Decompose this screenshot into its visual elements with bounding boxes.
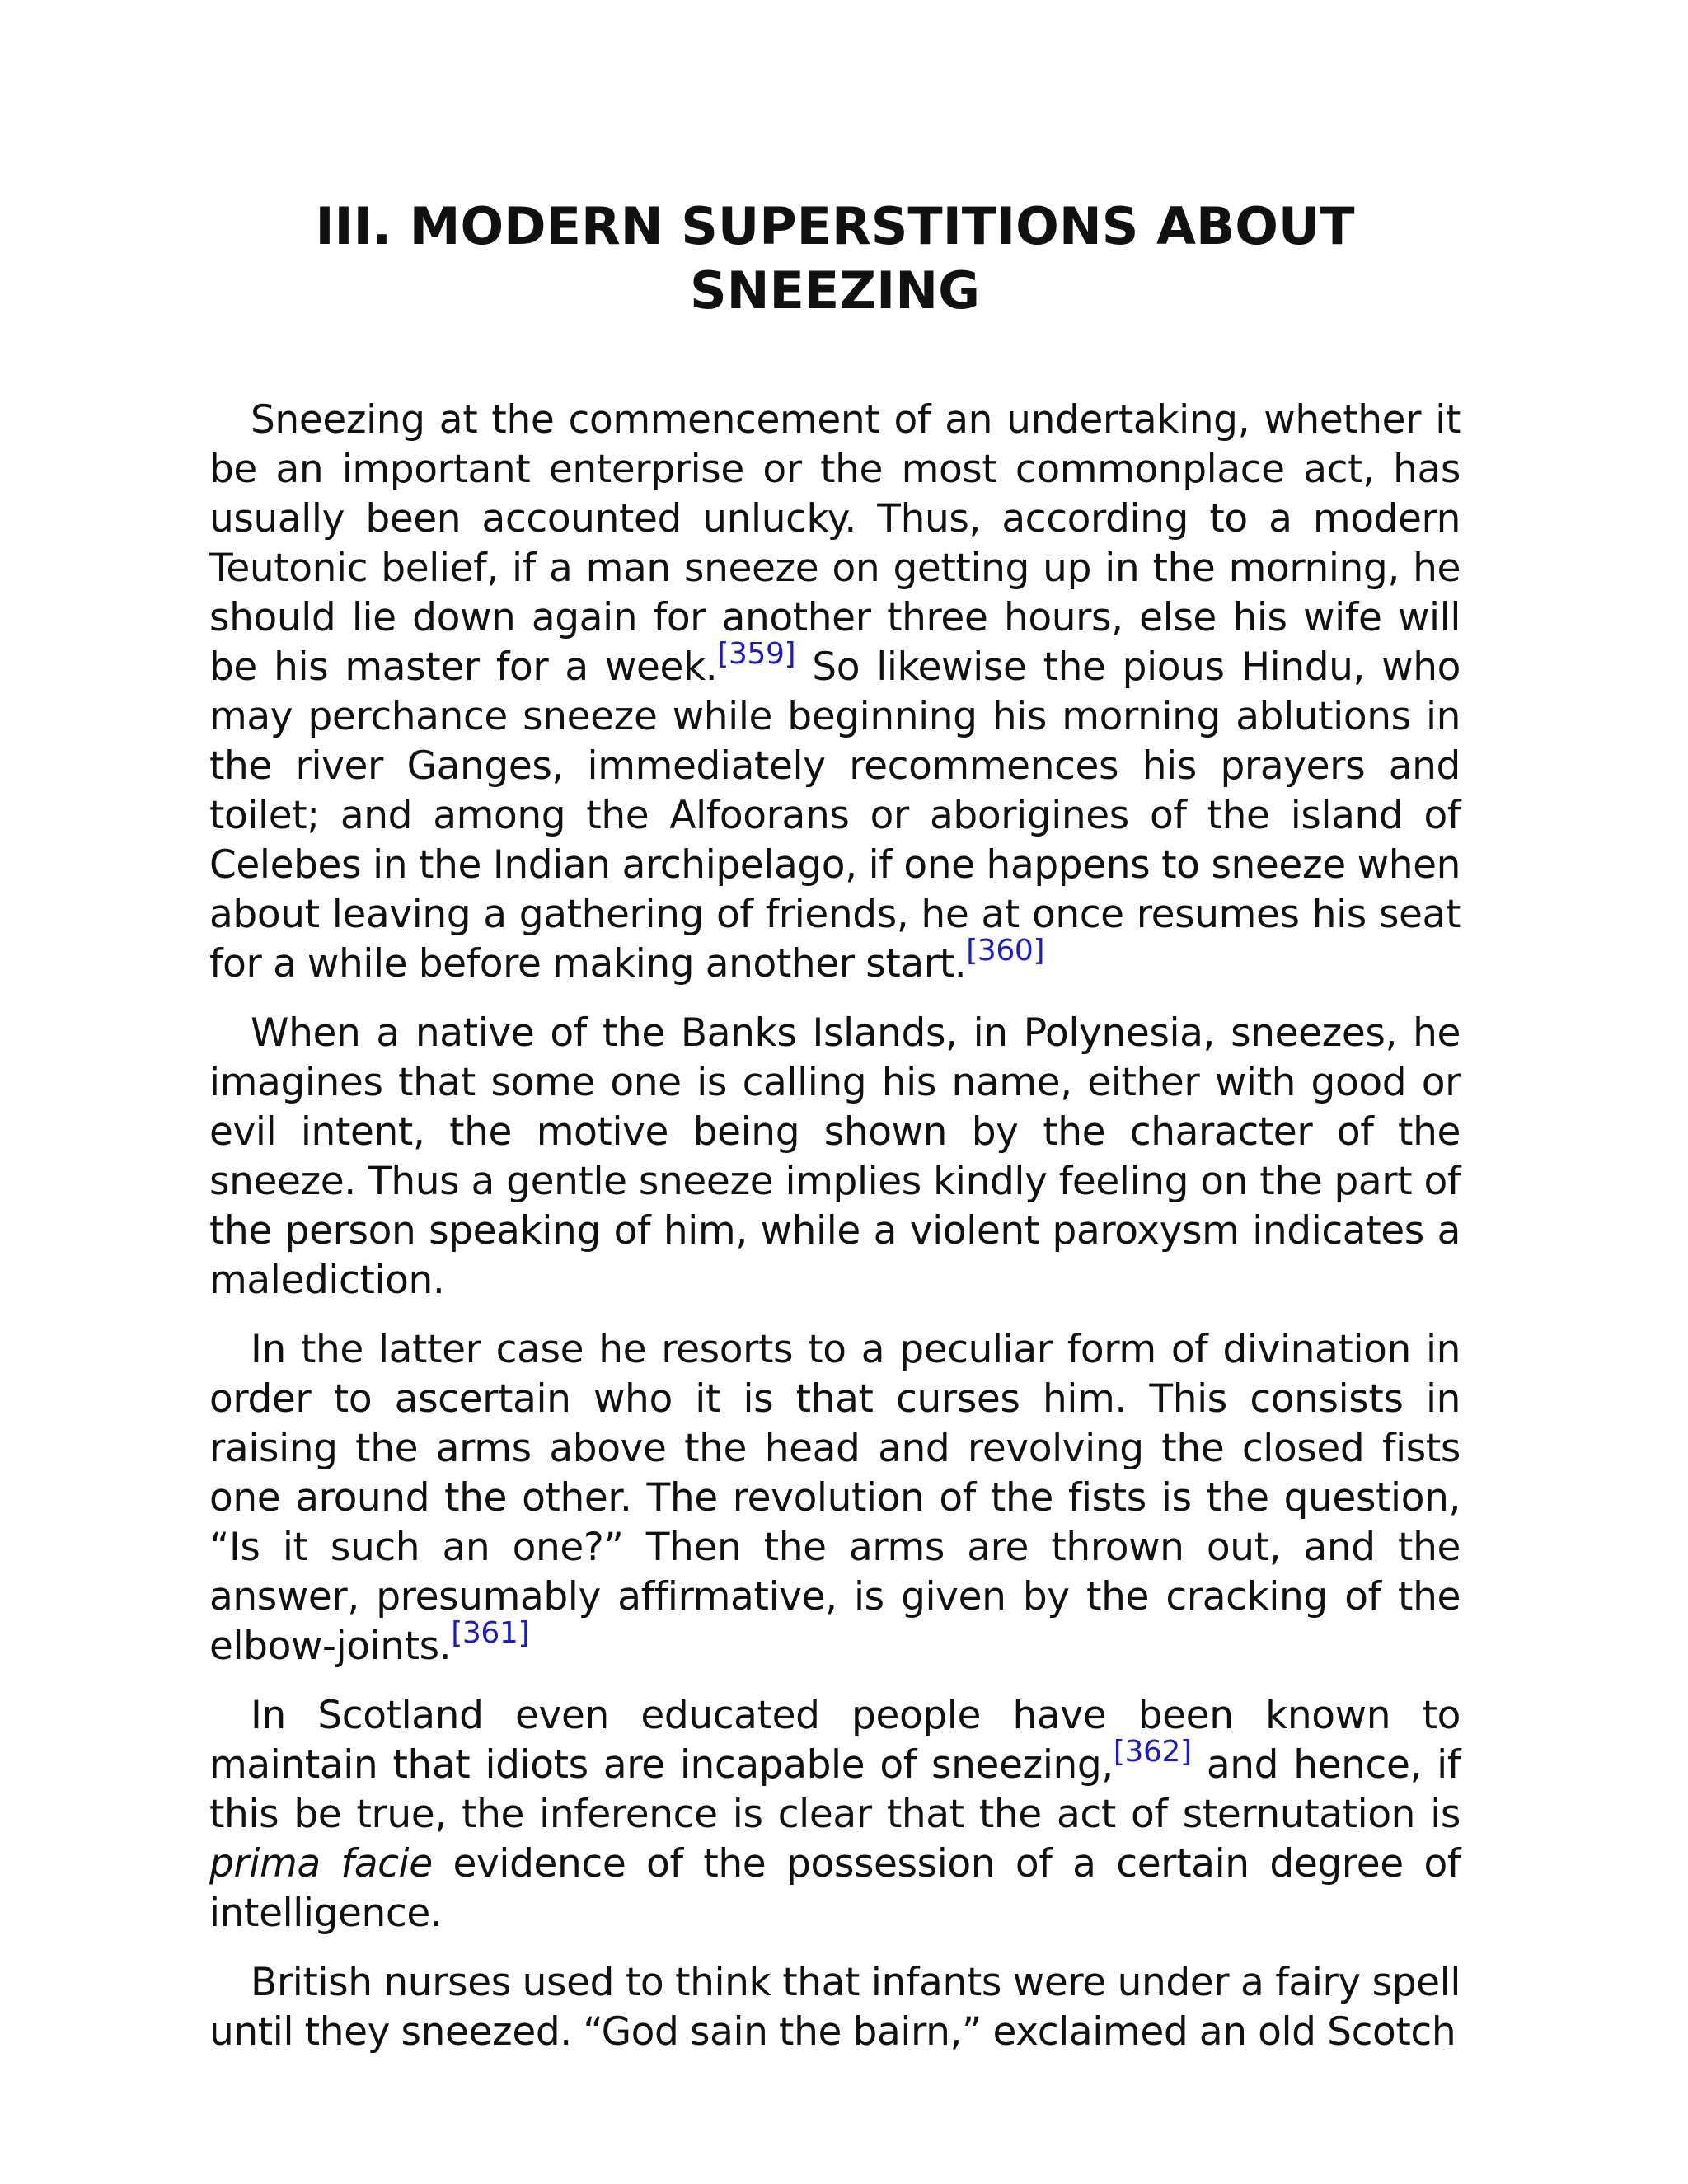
footnote-link[interactable]: [362] <box>1113 1735 1192 1769</box>
paragraph <box>209 1009 1461 1305</box>
paragraph-text: When a native of the Banks Islands, in Polynesia, sneezes, he imagines that some one is calling his name, either with good or evil intent, the motive being shown by the character of the sneeze. Thus a gentle sneeze implies kindly feeling on the part of the person speaking of him, while a violent paroxysm indicates a malediction. <box>209 1010 1461 1303</box>
paragraph <box>209 1691 1461 1938</box>
paragraph-text: So likewise the pious Hindu, who may perchance sneeze while beginning his morning ablutions in the river Ganges, immediately recommences his prayers and toilet; and among the Alfoorans or aborigines of the island of Celebes in the Indian archipelago, if one happens to sneeze when about leaving a gathering of friends, he at once resumes his seat for a while before making another start. <box>209 644 1461 987</box>
paragraph-text: In the latter case he resorts to a peculiar form of divination in order to ascertain who it is that curses him. This consists in raising the arms above the head and revolving the closed fists one around the other. The revolution of the fists is the question, “Is it such an one?” Then the arms are thrown out, and the answer, presumably affirmative, is given by the cracking of the elbow-joints. <box>209 1327 1461 1669</box>
italic-phrase: prima facie <box>209 1841 433 1886</box>
chapter-heading-line-2: SNEEZING <box>689 260 981 321</box>
paragraph-text: and hence, if this be true, the inference is clear that the act of sternutation is <box>209 1742 1461 1837</box>
page-content <box>209 194 1461 2077</box>
paragraph-text: Sneezing at the commencement of an undertaking, whether it be an important enterprise or the most commonplace act, has usually been accounted unlucky. Thus, according to a modern Teutonic belief, if a man sneeze on getting up in the morning, he should lie down again for another three hours, else his wife will be his master for a week. <box>209 397 1461 690</box>
footnote-link[interactable]: [360] <box>966 934 1045 968</box>
chapter-heading-line-1: III. MODERN SUPERSTITIONS ABOUT <box>315 196 1355 256</box>
paragraph-text: In Scotland even educated people have been known to maintain that idiots are incapable of sneezing, <box>209 1693 1461 1788</box>
footnote-link[interactable]: [361] <box>451 1616 530 1650</box>
paragraph <box>209 1325 1461 1671</box>
paragraph <box>209 1958 1461 2057</box>
chapter-heading <box>209 194 1461 323</box>
body-text <box>209 396 1461 2057</box>
paragraph <box>209 396 1461 989</box>
footnote-link[interactable]: [359] <box>717 637 796 671</box>
paragraph-text: British nurses used to think that infants were under a fairy spell until they sneezed. “God sain the bairn,” exclaimed an old Scotch <box>209 1960 1461 2055</box>
paragraph-text: evidence of the possession of a certain degree of intelligence. <box>209 1841 1461 1936</box>
